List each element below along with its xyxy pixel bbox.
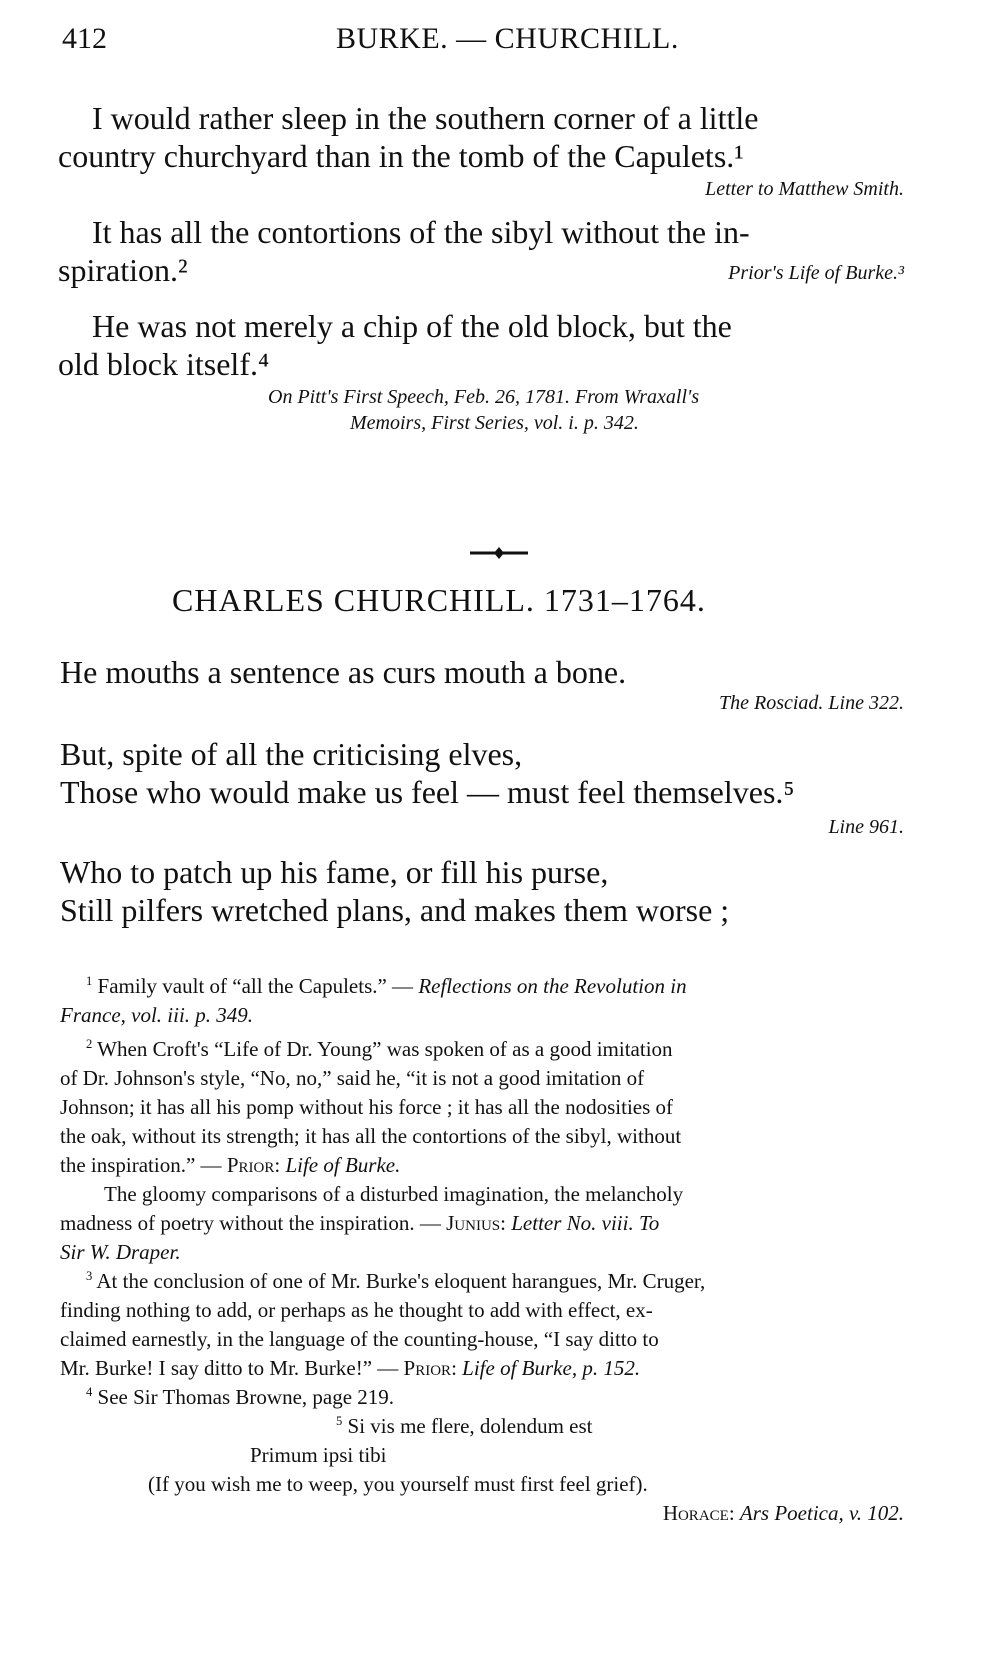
quote-line: old block itself.⁴ — [58, 346, 270, 382]
footnote-line: Johnson; it has all his pomp without his force ; it has all the nodosities of — [60, 1095, 674, 1119]
quote-source: Line 961. — [828, 816, 904, 838]
footnote-line: the inspiration.” — Prior: Life of Burke. — [60, 1153, 401, 1177]
footnote-text: the inspiration.” — — [60, 1153, 222, 1177]
footnote-work: Life of Burke. — [285, 1153, 401, 1177]
footnote-latin: Primum ipsi tibi — [250, 1443, 387, 1467]
quote-line: spiration.² — [58, 252, 188, 288]
footnote-translation: (If you wish me to weep, you yourself must first feel grief). — [148, 1472, 648, 1496]
quote-line: He mouths a sentence as curs mouth a bone. — [60, 654, 627, 690]
footnote-line: finding nothing to add, or perhaps as he thought to add with effect, ex- — [60, 1298, 653, 1322]
footnote-source: France, vol. iii. p. 349. — [60, 1003, 254, 1027]
footnote-text: See Sir Thomas Browne, page 219. — [97, 1385, 395, 1409]
footnote-marker: 5 — [336, 1414, 343, 1428]
ornament-separator — [468, 546, 530, 560]
footnote-marker: 1 — [86, 974, 93, 988]
quote-line: He was not merely a chip of the old block, but the — [92, 308, 732, 344]
quote-source: Letter to Matthew Smith. — [705, 178, 904, 200]
quote-line: But, spite of all the criticising elves, — [60, 736, 523, 772]
quote-line: It has all the contortions of the sibyl without the in- — [92, 214, 750, 250]
footnote-author: Prior — [403, 1356, 452, 1380]
footnote-marker: 3 — [86, 1269, 93, 1283]
footnote-marker: 4 — [86, 1385, 93, 1399]
quote-line: Still pilfers wretched plans, and makes them worse ; — [60, 892, 730, 928]
footnote-work: Sir W. Draper. — [60, 1240, 181, 1264]
quote-source: Prior's Life of Burke.³ — [728, 262, 904, 284]
footnote-author: Junius — [446, 1211, 501, 1235]
running-title: BURKE. — CHURCHILL. — [336, 22, 679, 55]
footnote-line: the oak, without its strength; it has all the contortions of the sibyl, without — [60, 1124, 682, 1148]
footnote-author: Horace — [662, 1501, 729, 1525]
quote-source: Memoirs, First Series, vol. i. p. 342. — [350, 412, 639, 434]
footnote-line: claimed earnestly, in the language of the counting-house, “I say ditto to — [60, 1327, 659, 1351]
footnote-1 — [86, 972, 687, 1001]
footnote-source: Reflections on the Revolution in — [418, 974, 687, 998]
footnote-author: Prior — [226, 1153, 275, 1177]
footnote-line: The gloomy comparisons of a disturbed imagination, the melancholy — [104, 1182, 684, 1206]
footnote-5 — [336, 1412, 593, 1441]
footnote-text: madness of poetry without the inspiration. — — [60, 1211, 441, 1235]
footnote-4 — [86, 1383, 394, 1412]
footnote-2 — [86, 1035, 673, 1064]
footnote-3 — [86, 1267, 705, 1296]
quote-line: Those who would make us feel — must feel themselves.⁵ — [60, 774, 795, 810]
quote-line: country churchyard than in the tomb of the Capulets.¹ — [58, 138, 744, 174]
quote-source: The Rosciad. Line 322. — [719, 692, 904, 714]
quote-line: I would rather sleep in the southern corner of a little — [92, 100, 759, 136]
quote-source: On Pitt's First Speech, Feb. 26, 1781. From Wraxall's — [268, 386, 700, 408]
footnote-line: Mr. Burke! I say ditto to Mr. Burke!” — Prior: Life of Burke, p. 152. — [60, 1356, 641, 1380]
footnote-line: At the conclusion of one of Mr. Burke's eloquent harangues, Mr. Cruger, — [96, 1269, 706, 1293]
footnote-work: Life of Burke, p. 152. — [462, 1356, 641, 1380]
footnote-marker: 2 — [86, 1037, 93, 1051]
footnote-attribution: Horace: Ars Poetica, v. 102. — [662, 1501, 904, 1525]
quote-line: Who to patch up his fame, or fill his purse, — [60, 854, 609, 890]
page-number: 412 — [62, 22, 107, 55]
footnote-latin: Si vis me flere, dolendum est — [347, 1414, 593, 1438]
footnote-text: Mr. Burke! I say ditto to Mr. Burke!” — — [60, 1356, 399, 1380]
footnote-line: of Dr. Johnson's style, “No, no,” said he, “it is not a good imitation of — [60, 1066, 645, 1090]
footnote-line: madness of poetry without the inspiration. — Junius: Letter No. viii. To — [60, 1211, 660, 1235]
footnote-work: Ars Poetica, v. 102. — [739, 1501, 904, 1525]
footnote-text: Family vault of “all the Capulets.” — — [97, 974, 414, 998]
section-heading: CHARLES CHURCHILL. 1731–1764. — [172, 582, 706, 618]
footnote-work: Letter No. viii. To — [511, 1211, 660, 1235]
footnote-line: When Croft's “Life of Dr. Young” was spoken of as a good imitation — [97, 1037, 673, 1061]
